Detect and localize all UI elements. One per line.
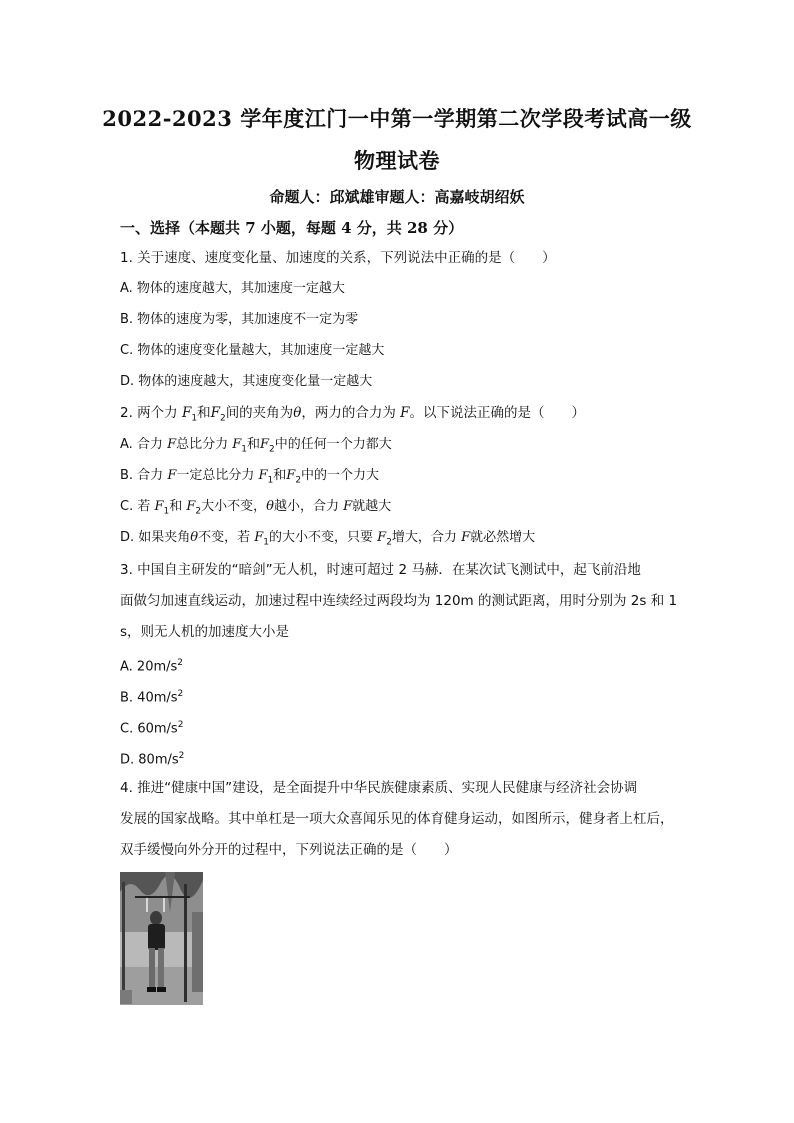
question-2-option-d: D. 如果夹角θ不变，若 $F_1$的大小不变，只要 $F_2$增大，合力 F就必然增大: [120, 530, 536, 548]
question-3-option-a: A. $20m/s^2$: [120, 658, 184, 675]
question-1-option-b: B. 物体的速度为零，其加速度不一定为零: [120, 312, 359, 327]
question-2-option-b: B. 合力 F一定总比分力 $F_1$和$F_2$中的一个力大: [120, 468, 380, 486]
question-4-line2: 发展的国家战略。其中单杠是一项大众喜闻乐见的体育健身运动，如图所示，健身者上杠后，: [120, 811, 674, 827]
question-3-option-b: B. $40m/s^2$: [120, 689, 184, 706]
question-3-option-c: C. $60m/s^2$: [120, 720, 184, 737]
exam-title-line2: 物理试卷: [354, 148, 440, 173]
question-1-option-a: A. 物体的速度越大，其加速度一定越大: [120, 281, 345, 296]
question-3-line2: 面做匀加速直线运动，加速过程中连续经过两段均为 120m 的测试距离，用时分别为 2s 和 1: [120, 593, 678, 609]
question-1-stem: 1. 关于速度、速度变化量、加速度的关系，下列说法中正确的是（ ）: [120, 250, 556, 266]
question-4-line1: 4. 推进“健康中国”建设，是全面提升中华民族健康素质、实现人民健康与经济社会协调: [120, 780, 638, 796]
exam-title-line1: 2022-2023 学年度江门一中第一学期第二次学段考试高一级: [102, 106, 692, 131]
question-1-option-d: D. 物体的速度越大，其速度变化量一定越大: [120, 374, 373, 389]
question-4-line3: 双手缓慢向外分开的过程中，下列说法正确的是（ ）: [120, 842, 458, 858]
author-byline: 命题人：邱斌雄审题人：高嘉岐胡绍妖: [269, 188, 525, 206]
question-3-line1: 3. 中国自主研发的“暗剑”无人机，时速可超过 2 马赫．在某次试飞测试中，起飞前沿地: [120, 562, 641, 578]
section-heading: 一、选择（本题共 7 小题，每题 4 分，共 28 分）: [120, 219, 464, 237]
question-3-option-d: D. $80m/s^2$: [120, 751, 185, 768]
horizontal-bar-photo: [120, 872, 203, 1005]
question-2-option-a: A. 合力 F总比分力 $F_1$和$F_2$中的任何一个力都大: [120, 437, 392, 455]
question-2-stem: 2. 两个力 $F_1$和$F_2$间的夹角为θ，两力的合力为 F。以下说法正确的是（ ）: [120, 405, 585, 424]
question-2-option-c: C. 若 $F_1$和 $F_2$大小不变，θ越小，合力 F就越大: [120, 499, 392, 517]
question-1-option-c: C. 物体的速度变化量越大，其加速度一定越大: [120, 343, 385, 358]
question-3-line3: s，则无人机的加速度大小是: [120, 624, 290, 640]
